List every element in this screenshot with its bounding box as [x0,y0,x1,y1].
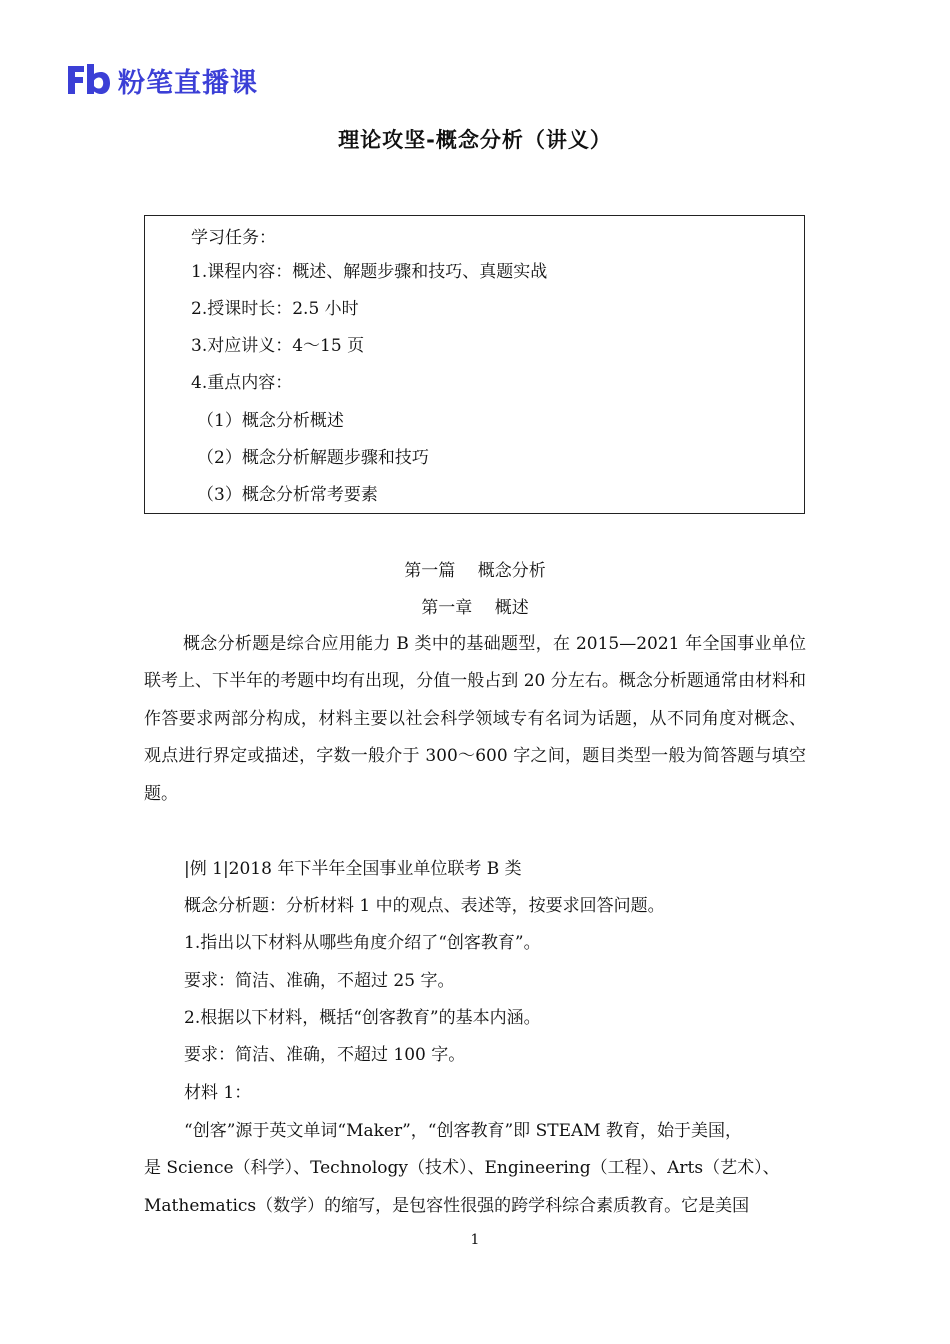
material-text-line: “创客”源于英文单词“Maker”，“创客教育”即 STEAM 教育，始于美国， [184,1121,743,1141]
document-title: 理论攻坚-概念分析（讲义） [338,128,612,152]
chapter-heading: 第一章 概述 [421,598,529,618]
task-item: 1.课程内容：概述、解题步骤和技巧、真题实战 [191,262,548,282]
example-q1: 1.指出以下材料从哪些角度介绍了“创客教育”。 [184,933,541,953]
fb-logo-icon [66,60,112,100]
task-item: 2.授课时长：2.5 小时 [191,299,359,319]
example-question: 概念分析题：分析材料 1 中的观点、表述等，按要求回答问题。 [184,896,665,916]
brand-logo [66,60,258,100]
intro-paragraph: 概念分析题是综合应用能力 B 类中的基础题型，在 2015—2021 年全国事业单位联考上、下半年的考题中均有出现，分值一般占到 20 分左右。概念分析题通常由材料和作答要求两部分构成，材料主要以社会科学领域专有名词为话题，从不同角度对概念、观点进行界定或描述，字数一般介于 300～600 字之间，题目类型一般为简答题与填空题。 [144,634,806,804]
task-sub-item: （2）概念分析解题步骤和技巧 [197,448,429,468]
task-box-heading: 学习任务： [191,228,276,248]
example-q1-requirement: 要求：简洁、准确，不超过 25 字。 [184,971,455,991]
material-text-line: 是 Science（科学）、Technology（技术）、Engineering（工程）、Arts（艺术）、 [144,1158,780,1178]
material-label: 材料 1： [184,1083,252,1103]
learning-task-box [144,215,805,514]
page-number: 1 [470,1232,480,1248]
brand-name: 粉笔直播课 [118,67,258,99]
task-sub-item: （1）概念分析概述 [197,411,344,431]
part-heading: 第一篇 概念分析 [404,561,546,581]
task-sub-item: （3）概念分析常考要素 [197,485,378,505]
example-q2-requirement: 要求：简洁、准确，不超过 100 字。 [184,1045,466,1065]
example-label: |例 1|2018 年下半年全国事业单位联考 B 类 [184,859,522,879]
task-item: 4.重点内容： [191,373,293,393]
example-q2: 2.根据以下材料，概括“创客教育”的基本内涵。 [184,1008,541,1028]
task-item: 3.对应讲义：4～15 页 [191,336,365,356]
material-text-line: Mathematics（数学）的缩写，是包容性很强的跨学科综合素质教育。它是美国 [144,1196,750,1216]
